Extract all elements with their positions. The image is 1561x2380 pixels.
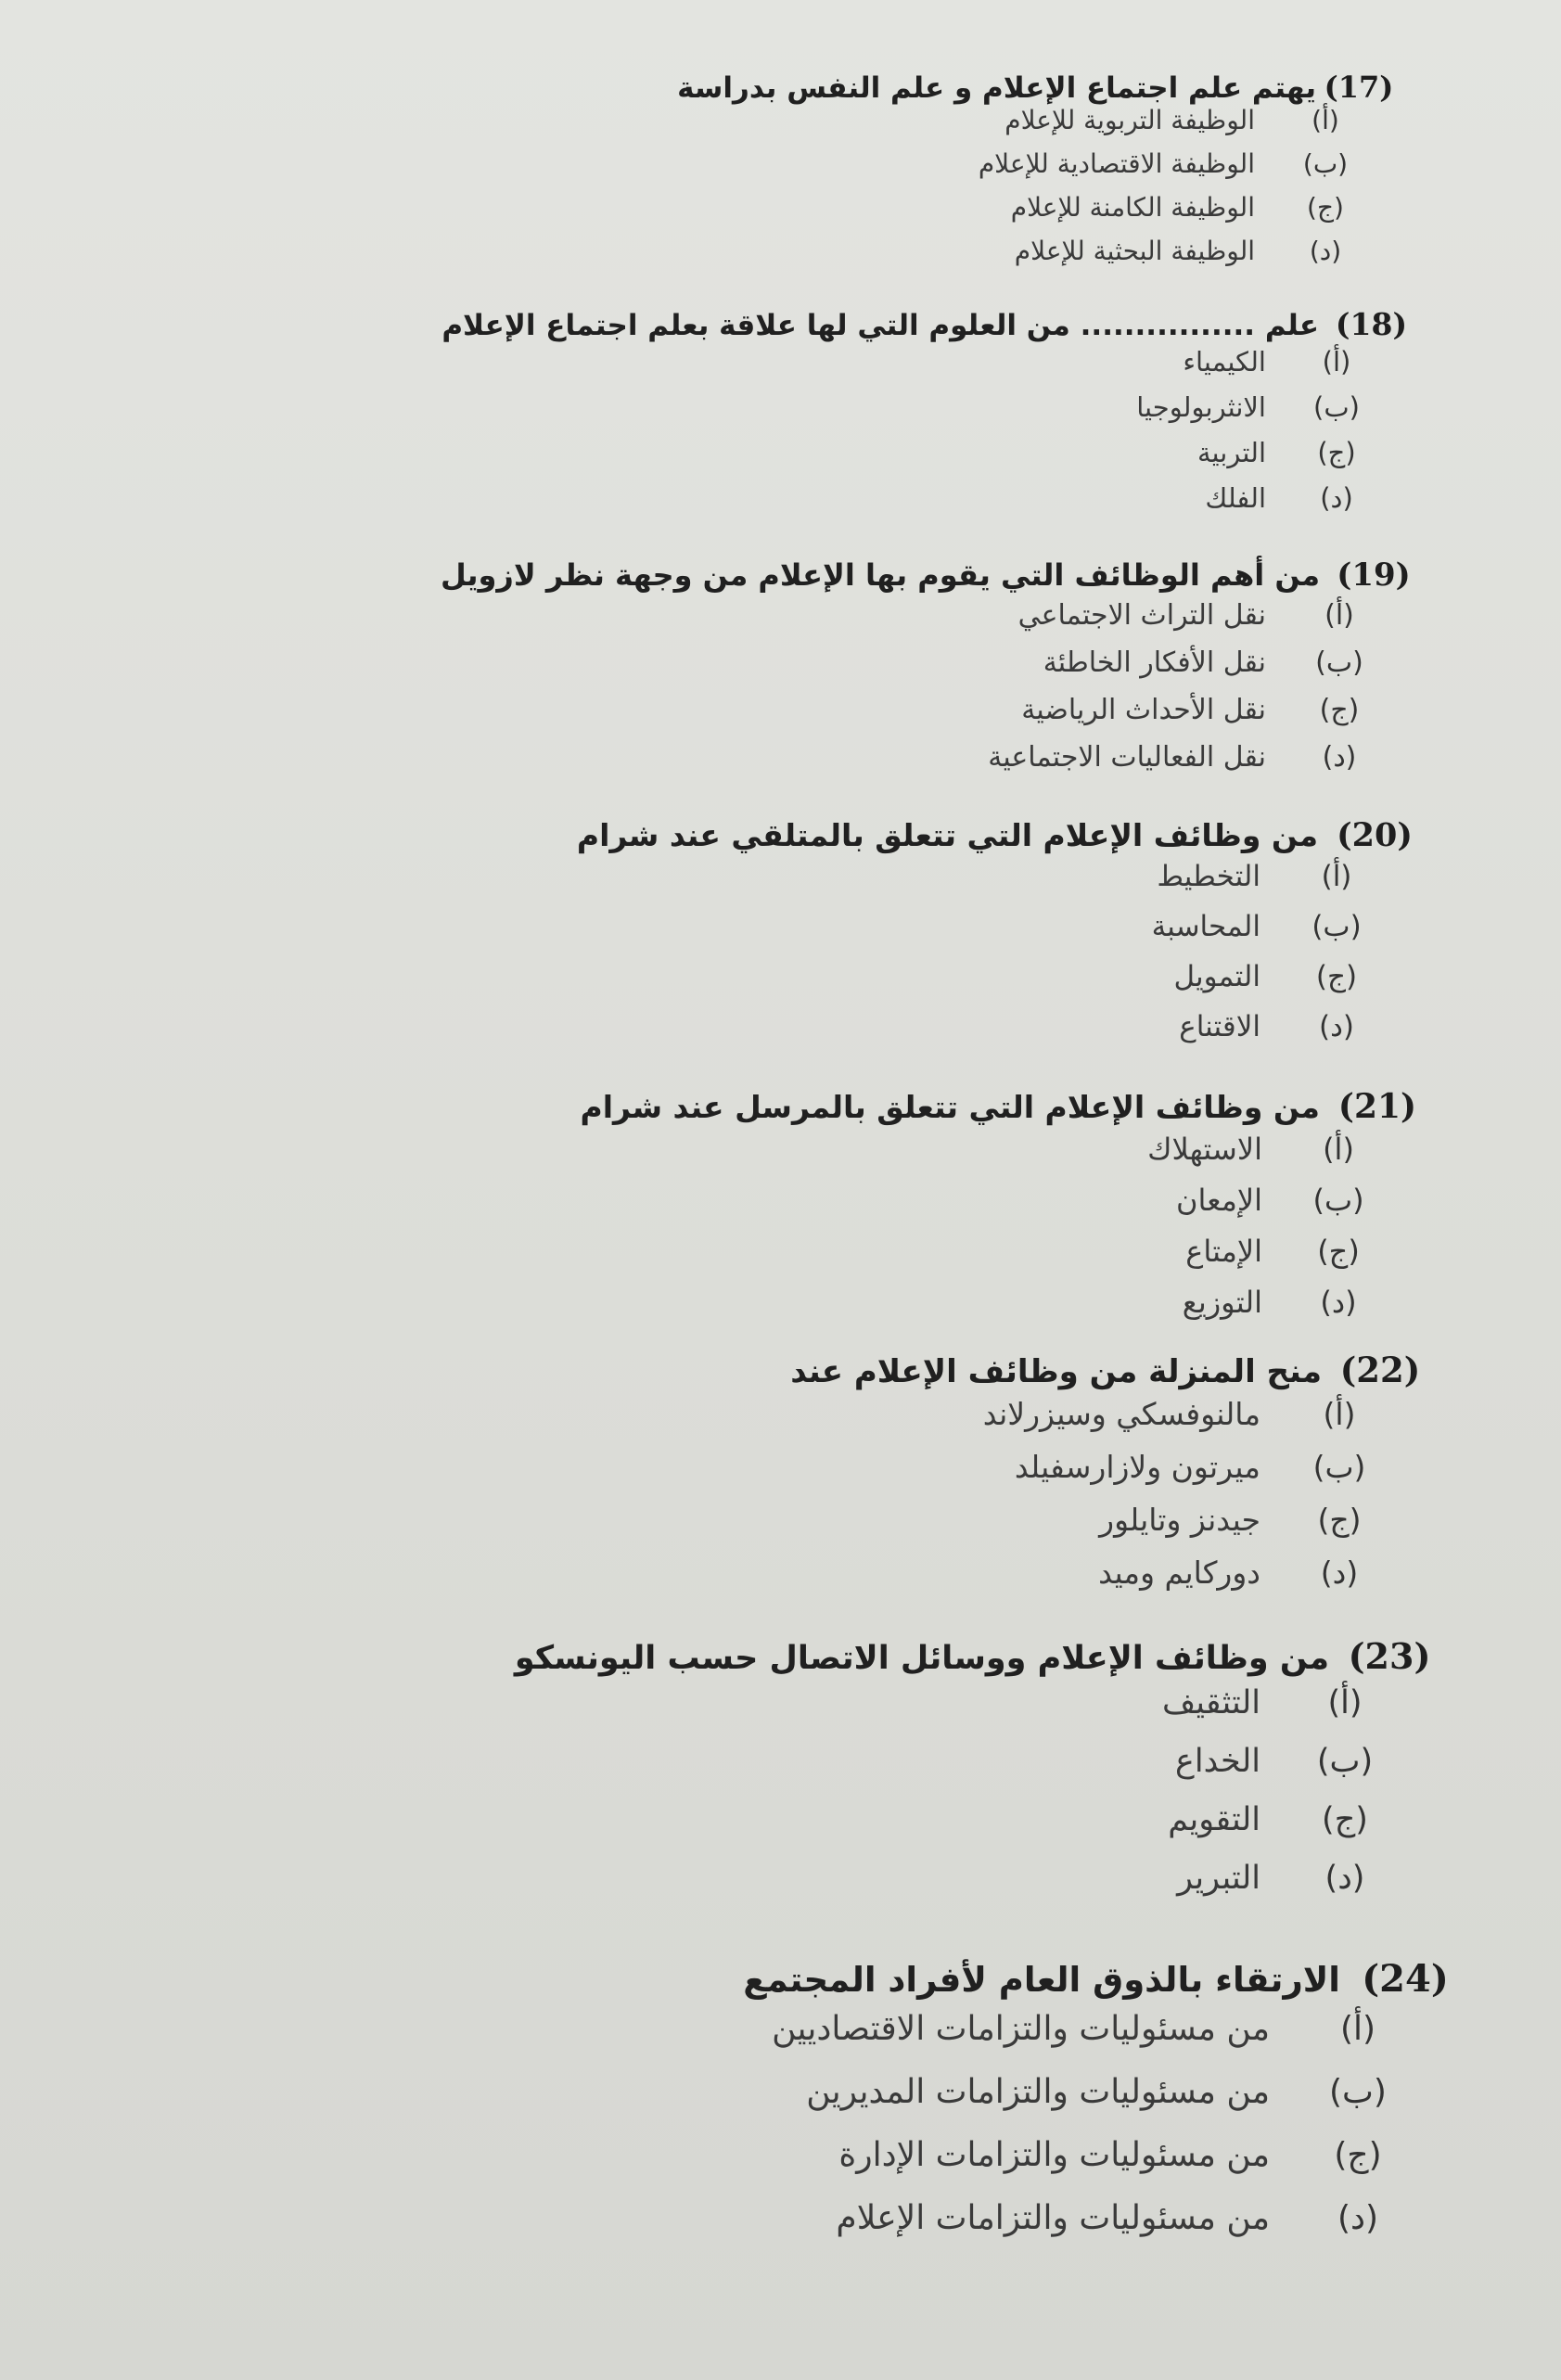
option-text: جيدنز وتايلور	[1099, 1502, 1260, 1538]
option-letter: (د)	[1320, 482, 1353, 514]
option-b	[0, 2073, 1392, 2136]
question-stem	[0, 306, 1411, 342]
question-stem	[0, 557, 1414, 594]
question-18	[0, 306, 1561, 528]
question-text: يهتم علم اجتماع الإعلام و علم النفس بدراسة	[677, 71, 1316, 105]
option-letter: (ب)	[1313, 391, 1360, 423]
option-text: من مسئوليات والتزامات المديرين	[806, 2073, 1270, 2111]
option-text: الانثربولوجيا	[1136, 391, 1266, 423]
option-c	[0, 192, 1353, 236]
question-21	[0, 1087, 1561, 1336]
option-letter: (د)	[1337, 2199, 1379, 2237]
option-text: نقل الأفكار الخاطئة	[1043, 646, 1266, 679]
question-stem	[0, 1635, 1435, 1677]
option-letter: (د)	[1319, 1010, 1354, 1043]
option-letter: (أ)	[1321, 860, 1352, 893]
option-b	[0, 1183, 1368, 1234]
option-text: التربية	[1196, 437, 1266, 468]
option-d	[0, 741, 1368, 788]
option-letter: (ج)	[1317, 1502, 1362, 1538]
options-list	[0, 1684, 1377, 1918]
option-c	[0, 960, 1366, 1010]
options-list	[0, 2010, 1392, 2262]
option-text: المحاسبة	[1151, 910, 1260, 943]
option-letter: (ج)	[1317, 437, 1356, 468]
option-b	[0, 148, 1353, 192]
option-letter: (ب)	[1302, 148, 1349, 179]
option-c	[0, 1502, 1370, 1555]
option-letter: (أ)	[1311, 105, 1339, 135]
option-text: دوركايم وميد	[1098, 1555, 1260, 1591]
option-letter: (ب)	[1312, 1449, 1366, 1485]
option-d	[0, 1860, 1377, 1918]
question-stem	[0, 816, 1416, 854]
question-text: علم ................ من العلوم التي لها علاقة بعلم اجتماع الإعلام	[441, 309, 1319, 342]
option-letter: (ب)	[1329, 2073, 1387, 2111]
option-letter: (ج)	[1319, 694, 1360, 726]
option-text: التقويم	[1168, 1801, 1260, 1838]
option-b	[0, 646, 1368, 694]
option-text: مالنوفسكي وسيزرلاند	[982, 1396, 1260, 1432]
option-text: التمويل	[1173, 960, 1260, 993]
option-text: الفلك	[1205, 482, 1266, 514]
option-letter: (أ)	[1323, 1132, 1354, 1167]
option-text: نقل التراث الاجتماعي	[1017, 599, 1266, 632]
question-number: (17)	[1324, 70, 1394, 105]
question-text: من وظائف الإعلام التي تتعلق بالمتلقي عند شرام	[576, 817, 1318, 853]
option-text: الوظيفة التربوية للإعلام	[1004, 105, 1255, 135]
option-text: التثقيف	[1161, 1684, 1260, 1721]
option-b	[0, 1449, 1370, 1502]
options-list	[0, 599, 1368, 788]
option-text: الاقتناع	[1179, 1010, 1260, 1043]
question-17	[0, 70, 1561, 279]
option-letter: (ب)	[1311, 910, 1362, 943]
question-number: (22)	[1339, 1350, 1421, 1390]
option-text: الإمعان	[1176, 1183, 1262, 1218]
option-a	[0, 346, 1364, 391]
question-number: (24)	[1362, 1957, 1449, 2001]
option-b	[0, 910, 1366, 960]
option-a	[0, 105, 1353, 148]
question-24	[0, 1957, 1561, 2262]
question-23	[0, 1635, 1561, 1918]
option-letter: (ج)	[1322, 1801, 1368, 1838]
option-letter: (أ)	[1324, 599, 1354, 632]
option-d	[0, 1010, 1366, 1060]
option-c	[0, 1801, 1377, 1860]
question-text: من وظائف الإعلام ووسائل الاتصال حسب اليونسكو	[514, 1640, 1329, 1677]
question-stem	[0, 1087, 1420, 1126]
option-c	[0, 2136, 1392, 2199]
question-number: (21)	[1337, 1087, 1417, 1126]
option-text: الوظيفة الاقتصادية للإعلام	[978, 148, 1255, 179]
question-number: (19)	[1337, 557, 1411, 594]
option-text: الوظيفة الكامنة للإعلام	[1010, 192, 1255, 223]
option-a	[0, 1132, 1368, 1183]
option-letter: (أ)	[1322, 346, 1351, 377]
question-stem	[0, 70, 1396, 105]
option-a	[0, 599, 1368, 646]
option-a	[0, 2010, 1392, 2073]
option-letter: (ب)	[1316, 1743, 1374, 1780]
option-text: من مسئوليات والتزامات الاقتصاديين	[772, 2010, 1270, 2048]
option-text: الاستهلاك	[1147, 1132, 1262, 1167]
question-text: من أهم الوظائف التي يقوم بها الإعلام من وجهة نظر لازويل	[440, 557, 1320, 593]
option-letter: (أ)	[1327, 1684, 1363, 1721]
option-c	[0, 1234, 1368, 1285]
option-letter: (ج)	[1317, 1234, 1360, 1269]
option-text: التوزيع	[1182, 1285, 1262, 1320]
question-number: (20)	[1337, 816, 1413, 854]
option-c	[0, 437, 1364, 482]
option-text: نقل الفعاليات الاجتماعية	[988, 741, 1266, 774]
question-text: من وظائف الإعلام التي تتعلق بالمرسل عند شرام	[580, 1089, 1320, 1125]
question-text: الارتقاء بالذوق العام لأفراد المجتمع	[743, 1960, 1340, 2000]
question-text: منح المنزلة من وظائف الإعلام عند	[790, 1353, 1322, 1390]
option-letter: (د)	[1320, 1285, 1357, 1320]
options-list	[0, 1396, 1370, 1607]
option-text: التخطيط	[1157, 860, 1260, 893]
option-text: الإمتاع	[1185, 1234, 1262, 1269]
option-text: من مسئوليات والتزامات الإعلام	[836, 2199, 1270, 2237]
option-a	[0, 1684, 1377, 1743]
question-22	[0, 1350, 1561, 1607]
question-stem	[0, 1957, 1453, 2001]
option-letter: (أ)	[1323, 1396, 1356, 1432]
option-b	[0, 391, 1364, 437]
question-20	[0, 816, 1561, 1060]
option-d	[0, 236, 1353, 279]
option-a	[0, 860, 1366, 910]
option-letter: (ج)	[1315, 960, 1358, 993]
option-text: ميرتون ولازارسفيلد	[1014, 1449, 1260, 1485]
options-list	[0, 105, 1353, 279]
option-letter: (ب)	[1312, 1183, 1364, 1218]
question-stem	[0, 1350, 1424, 1390]
option-text: نقل الأحداث الرياضية	[1021, 694, 1266, 726]
option-text: التبرير	[1177, 1860, 1260, 1897]
options-list	[0, 346, 1364, 528]
option-letter: (أ)	[1339, 2010, 1376, 2048]
option-text: من مسئوليات والتزامات الإدارة	[838, 2136, 1270, 2174]
question-19	[0, 557, 1561, 788]
option-b	[0, 1743, 1377, 1801]
option-c	[0, 694, 1368, 741]
option-letter: (د)	[1309, 236, 1342, 266]
option-d	[0, 1555, 1370, 1607]
option-d	[0, 1285, 1368, 1336]
option-letter: (د)	[1320, 1555, 1359, 1591]
option-letter: (ب)	[1315, 646, 1363, 679]
option-text: الوظيفة البحثية للإعلام	[1014, 236, 1255, 266]
question-number: (18)	[1335, 306, 1408, 342]
option-letter: (ج)	[1334, 2136, 1382, 2174]
option-d	[0, 2199, 1392, 2262]
option-letter: (ج)	[1307, 192, 1344, 223]
option-d	[0, 482, 1364, 528]
options-list	[0, 860, 1366, 1060]
options-list	[0, 1132, 1368, 1336]
option-text: الخداع	[1175, 1743, 1260, 1780]
option-letter: (د)	[1322, 741, 1357, 774]
option-letter: (د)	[1324, 1860, 1365, 1897]
option-text: الكيمياء	[1183, 346, 1266, 377]
question-number: (23)	[1348, 1635, 1431, 1677]
option-a	[0, 1396, 1370, 1449]
